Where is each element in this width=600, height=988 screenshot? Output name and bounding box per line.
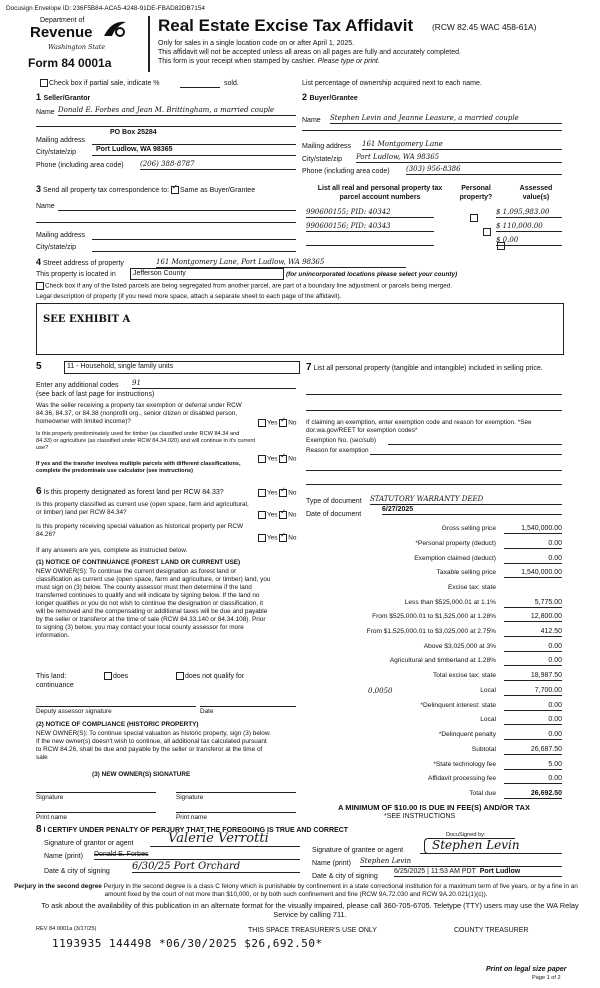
exemption-no-label: Exemption No. (sec/sub) xyxy=(306,437,376,444)
sec3-mailing-label: Mailing address xyxy=(36,232,86,239)
seller-city-label: City/state/zip xyxy=(36,149,77,156)
seller-phone[interactable]: (206) 388-8787 xyxy=(140,160,296,170)
forest-yes-checkbox[interactable] xyxy=(258,489,266,497)
q-forest-land: Is this property designated as forest land per RCW 84.33? xyxy=(43,489,224,496)
parcel-number[interactable] xyxy=(306,236,434,246)
see-instructions: *SEE INSTRUCTIONS xyxy=(384,813,456,820)
historic-no-checkbox[interactable] xyxy=(279,534,287,542)
buyer-name[interactable]: Stephen Levin and Jeanne Leasure, a married couple xyxy=(330,114,562,124)
logo-state: Washington State xyxy=(48,43,106,51)
yes-label: Yes xyxy=(267,489,278,497)
tax-line-label: Excise tax: state xyxy=(447,584,496,591)
tax-line-value[interactable]: 5.00 xyxy=(504,761,562,770)
section-1-number: 1 xyxy=(36,92,42,102)
tax-line-label: Less than $525,000.01 at 1.1% xyxy=(404,599,496,606)
seller-mailing-label: Mailing address xyxy=(36,137,86,144)
grantee-city[interactable]: Port Ludlow xyxy=(479,868,521,875)
print-name-label: Print name xyxy=(36,814,67,821)
grantee-print-name[interactable]: Stephen Levin xyxy=(360,857,562,867)
deputy-label: Deputy assessor signature xyxy=(36,708,112,715)
reason-label: Reason for exemption xyxy=(306,447,369,454)
legal-description-value: SEE EXHIBIT A xyxy=(43,314,131,325)
note-1: Only for sales in a single location code on or after April 1, 2025. xyxy=(158,40,355,47)
segregated-label: Check box if any of the listed parcels are being segregated from another parcel, are part of a boundary line adjustment or parcels being merged. xyxy=(45,282,453,290)
grantor-signature[interactable]: Valerie Verrotti xyxy=(168,831,269,846)
buyer-mailing-label: Mailing address xyxy=(302,143,352,150)
tax-line-value[interactable]: 0.00 xyxy=(504,540,562,549)
section-3-number: 3 xyxy=(36,184,42,194)
accessibility-notice: To ask about the availability of this publication in an alternate format for the visually impaired, please call 360-705-6705. Teletype (TTY) users may use the WA Relay Service by calling 711. xyxy=(41,901,579,919)
seller-heading: Seller/Grantor xyxy=(43,95,91,102)
sec3-city-label: City/state/zip xyxy=(36,244,77,251)
tax-line-value[interactable]: 12,800.00 xyxy=(504,613,562,622)
yes-label: Yes xyxy=(267,511,278,519)
tax-line-label: *Delinquent penalty xyxy=(438,731,496,738)
notice-continuance-heading: (1) NOTICE OF CONTINUANCE (FOREST LAND OR CURRENT USE) xyxy=(36,559,241,566)
assessed-head: Assessed xyxy=(519,185,553,192)
deputy-date-label: Date xyxy=(200,708,214,715)
section-8-number: 8 xyxy=(36,824,42,835)
tax-line-label: Gross selling price xyxy=(441,525,496,532)
current-use-no-checkbox[interactable] xyxy=(279,511,287,519)
tax-line-value[interactable]: 5,775.00 xyxy=(504,599,562,608)
name-print-label: Name (print) xyxy=(312,860,351,867)
no-label: No xyxy=(288,489,297,497)
logo-department: Department of xyxy=(40,17,85,24)
form-title: Real Estate Excise Tax Affidavit xyxy=(158,16,414,35)
note-3b: Please type or print. xyxy=(317,58,380,65)
tax-line-value[interactable]: 0.00 xyxy=(504,775,562,784)
doc-type-label: Type of document xyxy=(306,498,362,505)
personal-head-b: property? xyxy=(459,194,493,201)
q-current-use: Is this property classified as current use (open space, farm and agricultural, or timber) land per RCW 84.34? xyxy=(36,501,249,516)
parcel-number[interactable]: 990600156; PID: 40343 xyxy=(306,222,434,232)
grantor-date-city[interactable]: 6/30/25 Port Orchard xyxy=(132,861,300,873)
buyer-name-label: Name xyxy=(302,117,321,124)
grantee-date[interactable]: 6/25/2025 | 11:53 AM PDT xyxy=(394,868,476,875)
section-2-number: 2 xyxy=(302,92,308,102)
tax-line-value[interactable]: 0.00 xyxy=(504,555,562,564)
segregated-checkbox[interactable] xyxy=(36,282,44,290)
located-label: This property is located in xyxy=(36,271,116,278)
signature-label: Signature xyxy=(36,794,64,801)
notice-compliance-heading: (2) NOTICE OF COMPLIANCE (HISTORIC PROPERTY) xyxy=(36,721,199,728)
timber-yes-checkbox[interactable] xyxy=(258,455,266,463)
assessed-value[interactable]: $ 1,095,983.00 xyxy=(496,208,562,218)
codes-note: (see back of last page for instructions) xyxy=(36,391,155,398)
sig-grantee-label: Signature of grantee or agent xyxy=(312,847,404,854)
tax-line-label: Total due xyxy=(469,790,496,797)
form-rcw: (RCW 82.45 WAC 458-61A) xyxy=(432,22,537,32)
revenue-logo-icon xyxy=(100,18,128,40)
tax-line-value[interactable]: 26,692.50 xyxy=(504,790,562,799)
parcel-head-b: parcel account numbers xyxy=(339,194,421,201)
tax-line-value[interactable]: 412.50 xyxy=(504,628,562,637)
print-name-label: Print name xyxy=(176,814,207,821)
buyer-city[interactable]: Port Ludlow, WA 98365 xyxy=(356,153,562,163)
section-7-number: 7 xyxy=(306,362,312,373)
tax-line-value[interactable]: 7,700.00 xyxy=(504,687,562,696)
section-6-number: 6 xyxy=(36,486,42,497)
street-label: Street address of property xyxy=(42,260,124,267)
does-qualify-checkbox[interactable] xyxy=(104,672,112,680)
tax-line-label: *State technology fee xyxy=(433,761,496,768)
minimum-note: A MINIMUM OF $10.00 IS DUE IN FEE(S) AND/OR TAX xyxy=(337,803,531,812)
date-city-label: Date & city of signing xyxy=(312,873,378,880)
buyer-city-label: City/state/zip xyxy=(302,156,343,163)
buyer-phone-label: Phone (including area code) xyxy=(302,168,390,175)
tax-line-label: Subtotal xyxy=(471,746,496,753)
personal-property-checkbox[interactable] xyxy=(483,228,491,236)
section-5-number: 5 xyxy=(36,361,42,372)
does-not-qualify-checkbox[interactable] xyxy=(176,672,184,680)
tax-line-label: Exemption claimed (deduct) xyxy=(414,555,496,562)
timber-no-checkbox[interactable] xyxy=(279,455,287,463)
new-owner-sig-heading: (3) NEW OWNER(S) SIGNATURE xyxy=(92,771,191,778)
yes-label: Yes xyxy=(267,455,278,463)
seller-phone-label: Phone (including area code) xyxy=(36,162,124,169)
treasurer-use: THIS SPACE TREASURER'S USE ONLY xyxy=(248,927,377,934)
personal-property-checkbox[interactable] xyxy=(470,214,478,222)
tax-line-label: Agricultural and timberland at 1.28% xyxy=(389,657,496,664)
tax-line-label: From $1,525,000.01 to $3,025,000 at 2.75% xyxy=(366,628,496,635)
tax-line-label: *Personal property (deduct) xyxy=(415,540,496,547)
name-print-label: Name (print) xyxy=(44,853,83,860)
doc-type[interactable]: STATUTORY WARRANTY DEED xyxy=(370,495,562,505)
tax-line-label: Local xyxy=(480,687,496,694)
legal-paper-note: Print on legal size paper xyxy=(486,966,567,973)
q-historic: Is this property receiving special valuation as historical property per RCW 84.26? xyxy=(36,523,244,538)
additional-codes[interactable]: 91 xyxy=(132,379,296,389)
q-timber-note: If yes and the transfer involves multiple parcels with different classifications, complete the predominate use calculator (see instructions) xyxy=(36,461,241,474)
no-label: No xyxy=(288,455,297,463)
doc-date-label: Date of document xyxy=(306,511,362,518)
current-use-yes-checkbox[interactable] xyxy=(258,511,266,519)
certify-statement: I CERTIFY UNDER PENALTY OF PERJURY THAT THE FOREGOING IS TRUE AND CORRECT xyxy=(43,827,349,834)
q-exemption: Was the seller receiving a property tax exemption or deferral under RCW 84.36, 84.37, or 84.38 (nonprofit org., senior citizen or disabled person, homeowner with limited income)? xyxy=(36,402,242,425)
note-3: This form is your receipt when stamped by cashier. xyxy=(158,58,316,65)
tax-line-value[interactable]: 0.00 xyxy=(504,716,562,725)
tax-line-label: Taxable selling price xyxy=(436,569,496,576)
note-2: This affidavit will not be accepted unless all areas on all pages are fully and accurately completed. xyxy=(158,49,461,56)
parcel-head: List all real and personal property tax xyxy=(317,185,443,192)
buyer-mailing[interactable]: 161 Montgomery Lane xyxy=(362,140,562,150)
county-select[interactable]: Jefferson County xyxy=(130,268,284,280)
sec3-name-label: Name xyxy=(36,203,55,210)
forest-no-checkbox[interactable] xyxy=(279,489,287,497)
buyer-heading: Buyer/Grantee xyxy=(309,95,358,102)
legal-description-label: Legal description of property (if you need more space, attach a separate sheet to each page of the affidavit). xyxy=(36,293,342,300)
tax-line-value[interactable]: 0.00 xyxy=(504,731,562,740)
perjury-notice: Perjury in the second degree Perjury in the second degree is a class C felony which is punishable by confinement in a state correctional institution for a maximum term of five years, or by a fine in an amount fixed by the court of not more than $10,000, or by both such confinement and fine (RCW 9A.72.030 and RCW 9A.20.021(1)(c)). xyxy=(14,883,578,898)
signature-label: Signature xyxy=(176,794,204,801)
historic-yes-checkbox[interactable] xyxy=(258,534,266,542)
notice-continuance-body: NEW OWNER(S): To continue the current designation as forest land or classification as current use (open space, farm and agriculture, or timber) land, you must sign on (3) below. The county assessor must then determine if the land transferred continues to qualify and will indicate by signing below. If the land no longer qualifies or you do not wish to continue the designation or classification, it will be removed and the compensating or additional taxes will be due and payable by the seller or transferor at the time of sale (RCW 84.33.140 or 84.34.108). Prior to signing (3) below, you may contact your local county assessor for more information. xyxy=(36,568,271,639)
tax-line-value[interactable]: 0.00 xyxy=(504,657,562,666)
personal-property-list-label: List all personal property (tangible and intangible) included in selling price. xyxy=(313,365,543,372)
docusign-envelope-id: Docusign Envelope ID: 236F5B84-ACA5-4248-91DE-FBAD82DB7154 xyxy=(6,5,205,12)
cashier-stamp: 1193935 144498 *06/30/2025 $26,692.50* xyxy=(52,937,323,950)
doc-date[interactable]: 6/27/2025 xyxy=(382,505,562,515)
answers-note: If any answers are yes, complete as instructed below. xyxy=(36,547,188,554)
sig-grantor-label: Signature of grantor or agent xyxy=(44,840,134,847)
sec3-label: Send all property tax correspondence to: xyxy=(42,187,170,194)
tax-line-value[interactable]: 18,987.50 xyxy=(504,672,562,681)
assessed-value[interactable]: $ 0.00 xyxy=(496,236,562,246)
tax-line-value[interactable]: 1,540,000.00 xyxy=(504,525,562,534)
no-label: No xyxy=(288,511,297,519)
partial-sale-label: Check box if partial sale, indicate % xyxy=(49,80,160,87)
additional-codes-label: Enter any additional codes xyxy=(36,382,119,389)
seller-city[interactable]: Port Ludlow, WA 98365 xyxy=(96,146,173,153)
seller-name[interactable]: Donald E. Forbes and Jean M. Brittingham, a married couple xyxy=(58,106,296,116)
land-use-select[interactable]: 11 - Household, single family units xyxy=(64,361,300,374)
legal-description-box[interactable] xyxy=(36,303,564,355)
tax-line-value[interactable]: 0.00 xyxy=(504,643,562,652)
form-number: Form 84 0001a xyxy=(28,56,112,70)
docusigned-label: DocuSigned by: xyxy=(446,832,486,838)
seller-mailing[interactable]: PO Box 25284 xyxy=(110,129,157,136)
parcel-number[interactable]: 990600155; PID: 40342 xyxy=(306,208,434,218)
same-as-buyer-checkbox[interactable] xyxy=(171,186,179,194)
no-label: No xyxy=(288,419,297,427)
yes-label: Yes xyxy=(267,534,278,542)
tax-line-value[interactable]: 26,687.50 xyxy=(504,746,562,755)
assessed-value[interactable]: $ 110,000.00 xyxy=(496,222,562,232)
page-number: Page 1 of 2 xyxy=(532,975,561,981)
exemption-yes-checkbox[interactable] xyxy=(258,419,266,427)
assessed-head-b: value(s) xyxy=(522,194,550,201)
same-as-buyer-label: Same as Buyer/Grantee xyxy=(180,187,256,194)
seller-name-label: Name xyxy=(36,109,55,116)
date-city-label: Date & city of signing xyxy=(44,868,110,875)
q-timber: Is this property predominately used for timber (as classified under RCW 84.34 and 84.33) or agriculture (as classified under RCW 84.34.020) and will continue in it's current use? xyxy=(36,431,256,451)
does-not-label: does not qualify for xyxy=(185,673,245,680)
grantee-signature[interactable]: Stephen Levin xyxy=(432,838,520,852)
county-treasurer: COUNTY TREASURER xyxy=(454,927,529,934)
does-label: does xyxy=(113,673,129,680)
continuance-label: continuance xyxy=(36,682,74,689)
tax-line-label: Affidavit processing fee xyxy=(427,775,496,782)
yes-label: Yes xyxy=(267,419,278,427)
tax-line-value[interactable]: 0.00 xyxy=(504,702,562,711)
tax-line-label: From $525,000.01 to $1,525,000 at 1.28% xyxy=(372,613,496,620)
section-4-number: 4 xyxy=(36,257,42,267)
local-tax-rate: 0.0050 xyxy=(368,687,393,695)
no-label: No xyxy=(288,534,297,542)
exemption-no-checkbox[interactable] xyxy=(279,419,287,427)
tax-line-value[interactable]: 1,540,000.00 xyxy=(504,569,562,578)
tax-line-label: Local xyxy=(480,716,496,723)
sold-label: sold. xyxy=(224,80,239,87)
partial-sale-checkbox[interactable] xyxy=(40,79,48,87)
revision-label: REV 84 0001a (3/17/25) xyxy=(36,926,97,932)
unincorporated-note: (for unincorporated locations please select your county) xyxy=(286,271,458,278)
logo-revenue: Revenue xyxy=(30,24,93,41)
tax-line-label: Total excise tax: state xyxy=(432,672,496,679)
this-land-label: This land: xyxy=(36,673,67,680)
tax-line-label: *Delinquent interest: state xyxy=(420,702,496,709)
buyer-phone[interactable]: (303) 956-8386 xyxy=(406,165,562,175)
street-address[interactable]: 161 Montgomery Lane, Port Ludlow, WA 98365 xyxy=(156,258,406,268)
exemption-claim-note: If claiming an exemption, enter exemption code and reason for exemption. *See dor.wa.gov/REET for exemption codes* xyxy=(306,419,532,434)
notice-compliance-body: NEW OWNER(S): To continue special valuation as historic property, sign (3) below. If the new owner(s) doesn't wish to continue, all additional tax calculated pursuant to RCW 84.26, shall be due and payable by the seller or transferor at the time of sale xyxy=(36,730,271,761)
personal-head: Personal xyxy=(461,185,491,192)
tax-line-label: Above $3,025,000 at 3% xyxy=(423,643,496,650)
list-percentage-note: List percentage of ownership acquired next to each name. xyxy=(302,80,482,87)
grantor-print-name[interactable]: Donald E. Forbes xyxy=(94,850,300,860)
